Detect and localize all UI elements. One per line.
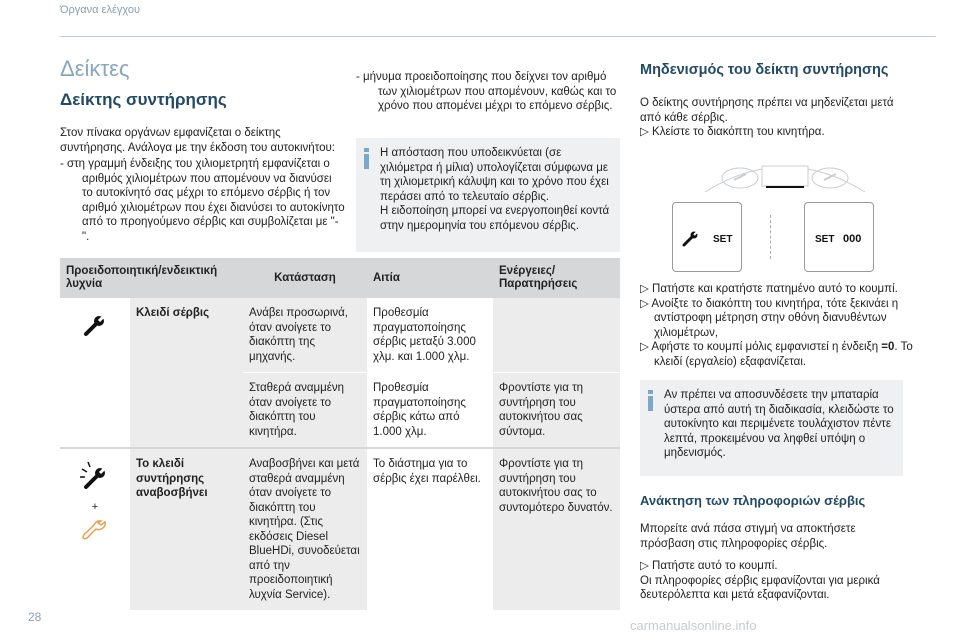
set-button-left[interactable] xyxy=(672,202,742,272)
warning-lamps-table xyxy=(60,258,620,611)
intro-text xyxy=(60,126,345,246)
info-box xyxy=(356,138,620,252)
reset-paragraph: Ο δείκτης συντήρησης πρέπει να μηδενίζεται μετά από κάθε σέρβις. xyxy=(640,97,894,124)
wrench-icon xyxy=(681,228,701,248)
column-header-cause: Αιτία xyxy=(367,258,493,298)
retrieve-text xyxy=(640,522,910,603)
section-title: Δείκτες xyxy=(60,56,130,81)
retrieve-paragraph: Οι πληροφορίες σέρβις εμφανίζονται για μερικά δευτερόλεπτα και μετά εξαφανίζονται. xyxy=(640,574,880,601)
table-cell-action: Φροντίστε για τη συντήρηση του αυτοκινήτου σας σύντομα. xyxy=(493,373,620,449)
reset-step-text: Ανοίξτε το διακόπτη του κινητήρα, τότε ξεκινάει η αντίστροφη μέτρηση στην οθόνη διανυθέντων χιλιομέτρων, xyxy=(648,297,899,339)
page-number: 28 xyxy=(28,610,42,624)
column-header-lamp: Προειδοποιητική/ενδεικτική λυχνία xyxy=(60,258,243,298)
table-cell-action xyxy=(493,298,620,373)
step-arrow-icon: ▷ xyxy=(640,126,649,138)
table-row xyxy=(60,448,620,611)
lamp-icon-cell xyxy=(60,298,130,448)
retrieve-step-text: Πατήστε αυτό το κουμπί. xyxy=(648,560,778,572)
reset-step-text: Κλείστε το διακόπτη του κινητήρα. xyxy=(648,126,825,138)
retrieve-paragraph: Μπορείτε ανά πάσα στιγμή να αποκτήσετε πρόσβαση στις πληροφορίες σέρβις. xyxy=(640,523,856,550)
header-divider xyxy=(60,36,936,37)
intro-paragraph: Στον πίνακα οργάνων εμφανίζεται ο δείκτης συντήρησης. Ανάλογα με την έκδοση του αυτοκινήτου: xyxy=(60,127,335,154)
service-wrench-outline-icon xyxy=(80,520,110,542)
reset-step-text: . Το κλειδί (εργαλείο) εξαφανίζεται. xyxy=(654,341,913,368)
intro-bullet-2: - μήνυμα προειδοποίησης που δείχνει τον αριθμό των χιλιομέτρων που απομένουν, καθώς και το χρόνο που απομένει μέχρι το επόμενο σέρβις. xyxy=(356,71,617,112)
info-icon xyxy=(364,148,370,170)
column-header-action: Ενέργειες/ Παρατηρήσεις xyxy=(493,258,620,298)
reset-intro xyxy=(640,96,910,140)
reset-step-text: Αφήστε το κουμπί μόλις εμφανιστεί η ένδειξη xyxy=(648,341,882,353)
step-arrow-icon: ▷ xyxy=(640,341,649,353)
column-header-state: Κατάσταση xyxy=(243,258,367,298)
set-button-right[interactable] xyxy=(804,202,874,272)
zero-readout: 000 xyxy=(843,233,862,245)
step-arrow-icon: ▷ xyxy=(640,297,649,310)
table-cell-state: Σταθερά αναμμένη όταν ανοίγετε το διακόπτη του κινητήρα. xyxy=(243,373,367,449)
info-text: Αν πρέπει να αποσυνδέσετε την μπαταρία ύστερα από αυτή τη διαδικασία, κλειδώστε το αυτοκίνητο και περιμένετε τουλάχιστον πέντε λεπτά, προκειμένου να ληφθεί υπόψη ο μηδενισμός. xyxy=(664,389,894,459)
wrench-icon xyxy=(80,310,110,340)
step-arrow-icon: ▷ xyxy=(640,283,649,295)
table-cell-cause: Προθεσμία πραγματοποίησης σέρβις κάτω από 1.000 χλμ. xyxy=(367,373,493,449)
watermark: carmanualsonline.info xyxy=(630,618,757,633)
table-row xyxy=(60,298,620,373)
info-icon xyxy=(648,390,654,412)
table-header-row xyxy=(60,258,620,298)
info-text: Η απόσταση που υποδεικνύεται (σε χιλιόμετρα ή μίλια) υπολογίζεται σύμφωνα με τη χιλιομετρική κάλυψη και το χρόνο που έχει περάσει από το τελευταίο σέρβις. xyxy=(380,147,609,203)
flashing-wrench-icon xyxy=(78,459,112,493)
step-arrow-icon: ▷ xyxy=(640,560,649,572)
dashed-connector xyxy=(770,215,772,259)
lamp-name: Κλειδί σέρβις xyxy=(130,298,243,448)
lamp-icon-cell xyxy=(60,448,130,611)
instrument-panel-illustration xyxy=(700,152,870,200)
retrieve-step xyxy=(640,559,910,574)
reset-title: Μηδενισμός του δείκτη συντήρησης xyxy=(640,62,889,78)
reset-value: =0 xyxy=(881,341,895,353)
table-cell-action: Φροντίστε για τη συντήρηση του αυτοκινήτου σας το συντομότερο δυνατόν. xyxy=(493,448,620,611)
set-label: SET xyxy=(815,234,835,245)
plus-sign: + xyxy=(91,500,99,513)
reset-step xyxy=(640,297,915,341)
reset-step-text: Πατήστε και κρατήστε πατημένο αυτό το κουμπί. xyxy=(648,283,898,295)
table-cell-state: Ανάβει προσωρινά, όταν ανοίγετε το διακόπτη της μηχανής. xyxy=(243,298,367,373)
table-cell-state: Αναβοσβήνει και μετά σταθερά αναμμένη όταν ανοίγετε το διακόπτη του κινητήρα. (Στις εκδόσεις Diesel BlueHDi, συνοδεύεται από την προειδοποιητική λυχνία Service). xyxy=(243,448,367,611)
running-header: Όργανα ελέγχου xyxy=(60,4,140,16)
subsection-title: Δείκτης συντήρησης xyxy=(60,90,227,109)
reset-step xyxy=(640,282,915,297)
reset-step xyxy=(640,125,910,140)
info-box xyxy=(640,380,903,476)
reset-steps xyxy=(640,282,915,369)
set-label: SET xyxy=(713,234,733,245)
intro-bullet: - στη γραμμή ένδειξης του χιλιομετρητή εμφανίζεται ο αριθμός χιλιομέτρων που απομένουν να διανύσει το αυτοκίνητό σας μέχρι το επόμενο σέρβις ή τον αριθμό χιλιομέτρων που έχει διανύσει το αυτοκίνητο από το προηγούμενο σέρβις και συμβολίζεται με "-". xyxy=(60,158,345,243)
table-cell-cause: Προθεσμία πραγματοποίησης σέρβις μεταξύ 3.000 χλμ. και 1.000 χλμ. xyxy=(367,298,493,373)
info-text-2: Η ειδοποίηση μπορεί να ενεργοποιηθεί κοντά στην ημερομηνία του επόμενου σέρβις. xyxy=(380,205,610,232)
reset-step xyxy=(640,340,915,369)
lamp-name: Το κλειδί συντήρησης αναβοσβήνει xyxy=(130,448,243,611)
retrieve-title: Ανάκτηση των πληροφοριών σέρβις xyxy=(640,493,866,508)
table-cell-cause: Το διάστημα για το σέρβις έχει παρέλθει. xyxy=(367,448,493,611)
